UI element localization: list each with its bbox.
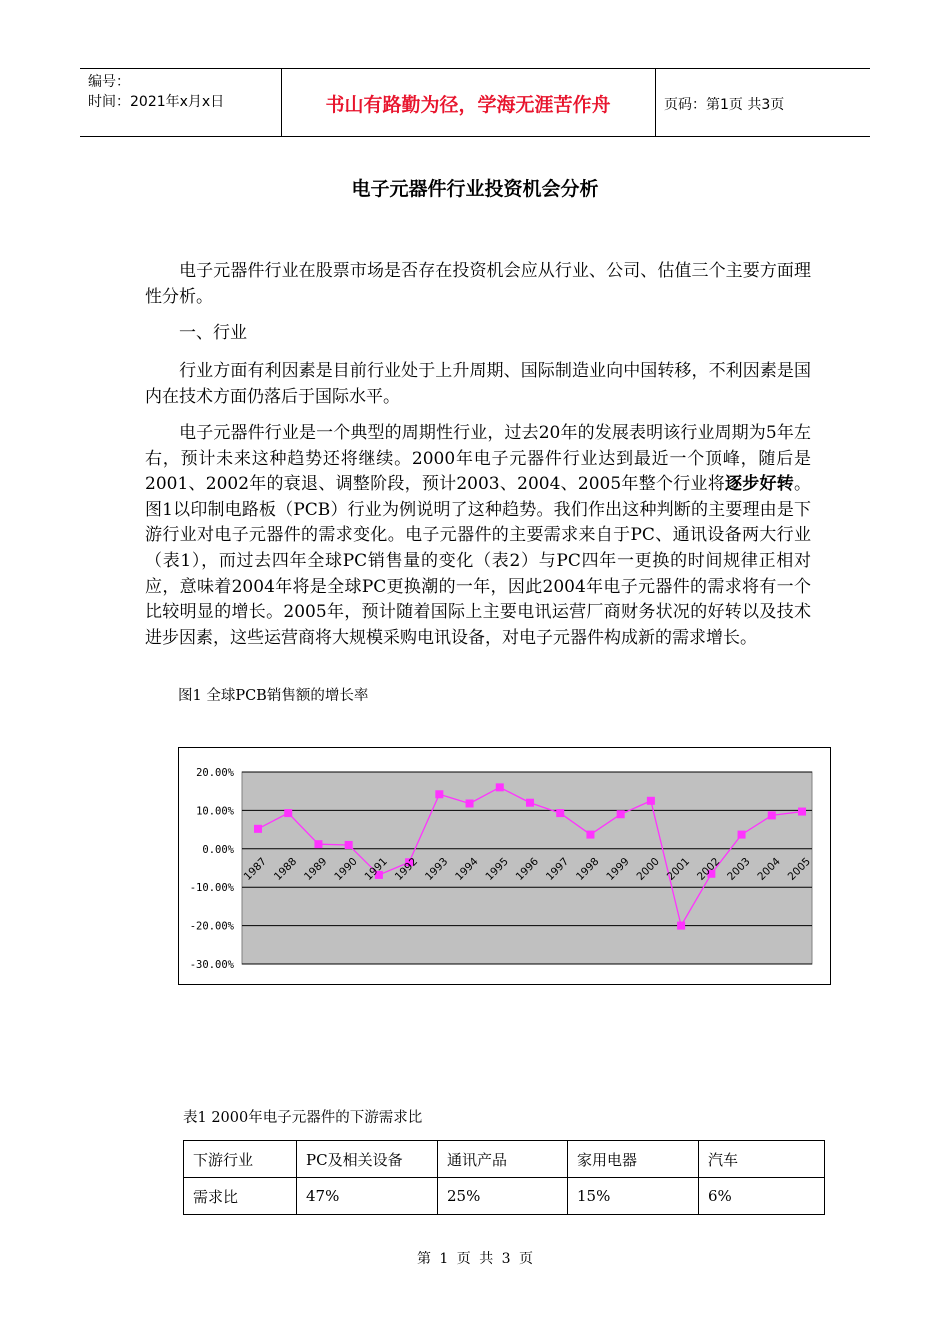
- x-tick-label: 1990: [332, 855, 360, 883]
- header-bottom-rule: [80, 136, 870, 137]
- table-cell: 需求比: [184, 1178, 297, 1215]
- x-tick-label: 2002: [694, 855, 723, 883]
- figure-caption: 图1 全球PCB销售额的增长率: [178, 688, 369, 704]
- x-tick-label: 1991: [362, 855, 390, 883]
- data-point: [435, 790, 443, 798]
- x-tick-label: 1995: [483, 855, 511, 883]
- data-point: [617, 810, 625, 818]
- table-cell: 汽车: [699, 1141, 825, 1178]
- header-time: 时间：2021年x月x日: [88, 94, 225, 110]
- x-tick-label: 2005: [785, 855, 814, 883]
- table-cell: PC及相关设备: [297, 1141, 438, 1178]
- table-cell: 家用电器: [568, 1141, 699, 1178]
- paragraph-intro-text: 电子元器件行业在股票市场是否存在投资机会应从行业、公司、估值三个主要方面理性分析。: [145, 261, 811, 307]
- table-row: [184, 1178, 825, 1215]
- paragraph-cycle: [145, 421, 811, 651]
- section-heading-text: 一、行业: [179, 323, 247, 343]
- table-row: [184, 1141, 825, 1178]
- x-tick-label: 2003: [725, 855, 753, 883]
- paragraph-cycle-text-b: 。图1以印制电路板（PCB）行业为例说明了这种趋势。我们作出这种判断的主要理由是下游行业对电子元器件的需求变化。电子元器件的主要需求来自于PC、通讯设备两大行业（表1），而过去四年全球PC销售量的变化（表2）与PC四年一更换的时间规律正相对应，意味着2004年将是全球PC更换潮的一年，因此2004年电子元器件的需求将有一个比较明显的增长。2005年，预计随着国际上主要电讯运营厂商财务状况的好转以及技术进步因素，这些运营商将大规模采购电讯设备，对电子元器件构成新的需求增长。: [145, 474, 811, 648]
- data-point: [526, 799, 534, 807]
- header-page-number: 页码：第1页 共3页: [664, 97, 785, 113]
- data-point: [496, 783, 504, 791]
- x-tick-label: 2004: [755, 855, 783, 883]
- data-point: [466, 799, 474, 807]
- paragraph-factors: [145, 359, 811, 410]
- header-top-rule: [80, 68, 870, 69]
- table-cell: 6%: [699, 1178, 825, 1215]
- paragraph-cycle-text-a: 电子元器件行业是一个典型的周期性行业，过去20年的发展表明该行业周期为5年左右，预计未来这种趋势还将继续。2000年电子元器件行业达到最近一个顶峰，随后是2001、2002年的衰退、调整阶段，预计2003、2004、2005年整个行业将: [145, 423, 811, 495]
- data-point: [768, 811, 776, 819]
- document-title: 电子元器件行业投资机会分析: [351, 178, 599, 200]
- x-tick-label: 2000: [634, 855, 662, 883]
- x-tick-label: 1988: [271, 855, 300, 883]
- y-tick-label: -30.00%: [189, 959, 234, 971]
- x-tick-label: 1992: [392, 855, 421, 883]
- header-number: 编号：: [88, 74, 130, 90]
- data-point: [738, 831, 746, 839]
- page-footer: 第 1 页 共 3 页: [416, 1251, 534, 1267]
- data-point: [677, 922, 685, 930]
- data-point: [284, 809, 292, 817]
- data-point: [254, 825, 262, 833]
- x-tick-label: 1999: [604, 855, 632, 883]
- y-tick-label: 10.00%: [196, 805, 234, 818]
- header-divider-right: [655, 68, 656, 136]
- paragraph-intro: [145, 259, 811, 310]
- table-cell: 25%: [438, 1178, 568, 1215]
- x-tick-label: 2001: [664, 855, 693, 883]
- x-tick-label: 1987: [241, 855, 270, 883]
- x-tick-label: 1998: [574, 855, 602, 883]
- x-tick-label: 1989: [302, 855, 330, 883]
- demand-ratio-table: [183, 1140, 825, 1215]
- table-cell: 15%: [568, 1178, 699, 1215]
- y-tick-label: -10.00%: [189, 882, 234, 895]
- table-cell: 通讯产品: [438, 1141, 568, 1178]
- data-point: [314, 840, 322, 848]
- paragraph-cycle-emphasis: 逐步好转: [724, 474, 794, 495]
- x-tick-label: 1993: [422, 855, 451, 883]
- data-point: [556, 809, 564, 817]
- x-tick-label: 1994: [453, 855, 481, 883]
- pcb-growth-chart: [178, 747, 831, 985]
- section-heading-industry: [145, 321, 811, 347]
- table-cell: 下游行业: [184, 1141, 297, 1178]
- data-point: [345, 841, 353, 849]
- table-cell: 47%: [297, 1178, 438, 1215]
- y-tick-label: -20.00%: [189, 920, 234, 933]
- data-point: [647, 797, 655, 805]
- y-tick-label: 20.00%: [196, 767, 234, 779]
- header-meta: [88, 72, 224, 112]
- chart-canvas: [179, 748, 830, 984]
- x-tick-label: 1996: [513, 855, 542, 883]
- x-tick-label: 1997: [543, 855, 572, 883]
- data-point: [586, 831, 594, 839]
- header-motto: 书山有路勤为径，学海无涯苦作舟: [325, 94, 611, 116]
- data-point: [798, 808, 806, 816]
- table-caption: 表1 2000年电子元器件的下游需求比: [183, 1110, 423, 1126]
- y-tick-label: 0.00%: [202, 843, 234, 856]
- paragraph-factors-text: 行业方面有利因素是目前行业处于上升周期、国际制造业向中国转移，不利因素是国内在技术方面仍落后于国际水平。: [145, 361, 811, 407]
